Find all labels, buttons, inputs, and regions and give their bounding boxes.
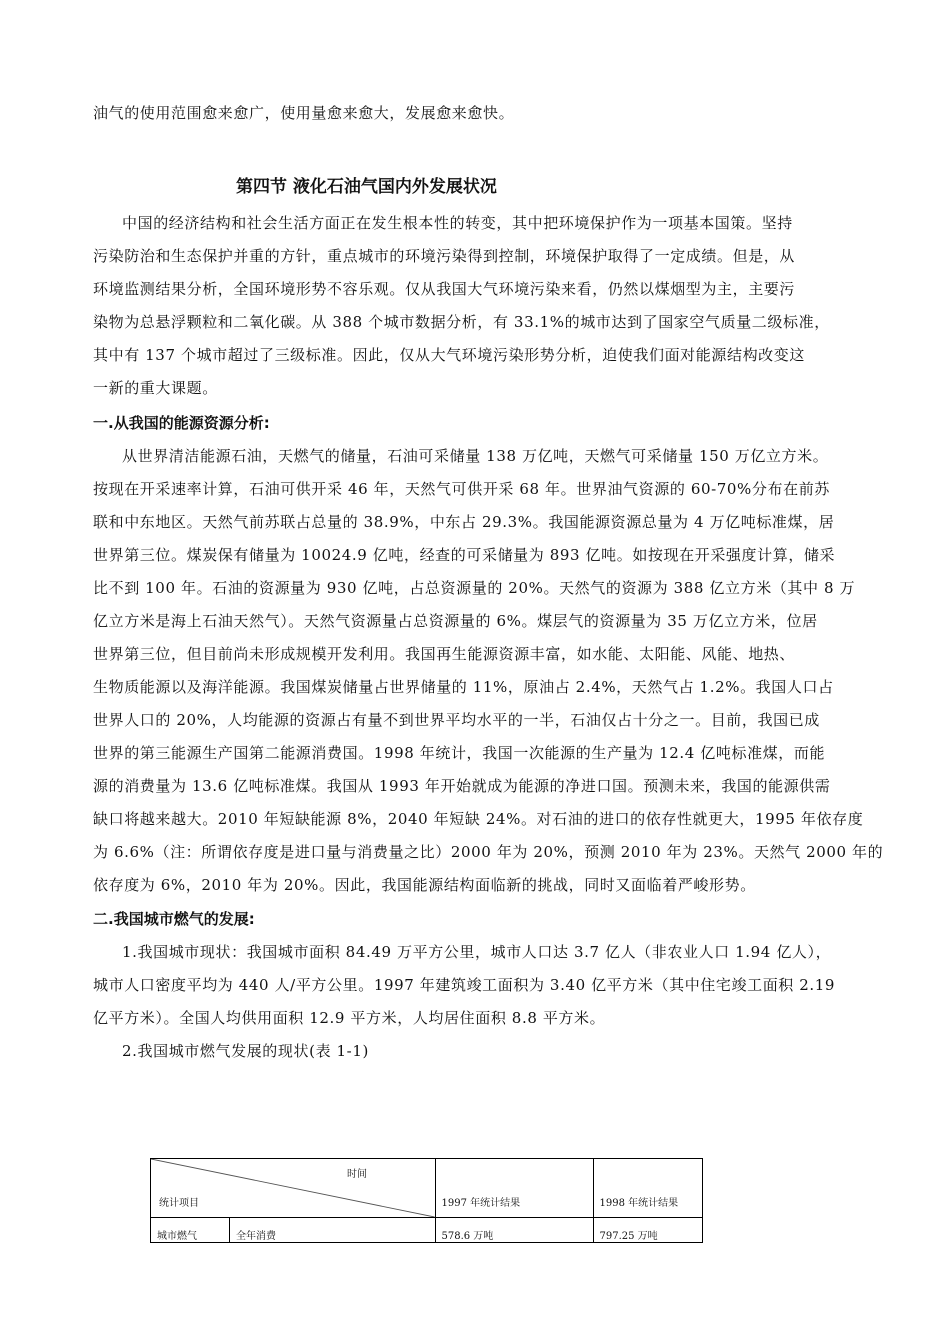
paragraph-line: 世界第三位。煤炭保有储量为 10024.9 亿吨，经查的可采储量为 893 亿吨。如按现在开采强度计算，储采 — [93, 546, 836, 564]
paragraph-line: 染物为总悬浮颗粒和二氧化碳。从 388 个城市数据分析，有 33.1%的城市达到了国家空气质量二级标准， — [93, 313, 830, 331]
paragraph-line: 为 6.6%（注：所谓依存度是进口量与消费量之比）2000 年为 20%，预测 2010 年为 23%。天然气 2000 年的 — [93, 843, 884, 861]
paragraph-line: 从世界清洁能源石油，天燃气的储量，石油可采储量 138 万亿吨，天燃气可采储量 150 万亿立方米。 — [122, 447, 829, 465]
paragraph-line: 联和中东地区。天然气前苏联占总量的 38.9%，中东占 29.3%。我国能源资源总量为 4 万亿吨标准煤，居 — [93, 513, 835, 531]
row-value-1998: 797.25 万吨 — [593, 1218, 703, 1243]
paragraph-line: 一新的重大课题。 — [93, 379, 218, 397]
paragraph-line: 亿立方米是海上石油天然气）。天然气资源量占总资源量的 6%。煤层气的资源量为 35 万亿立方米，位居 — [93, 612, 818, 630]
paragraph-line: 亿平方米）。全国人均供用面积 12.9 平方米，人均居住面积 8.8 平方米。 — [93, 1009, 606, 1027]
paragraph-line: 生物质能源以及海洋能源。我国煤炭储量占世界储量的 11%，原油占 2.4%，天然气占 1.2%。我国人口占 — [93, 678, 834, 696]
section-heading: 第四节 液化石油气国内外发展状况 — [236, 177, 497, 197]
paragraph-line: 污染防治和生态保护并重的方针，重点城市的环境污染得到控制，环境保护取得了一定成绩。但是，从 — [93, 247, 796, 265]
paragraph-line: 环境监测结果分析，全国环境形势不容乐观。仅从我国大气环境污染来看，仍然以煤烟型为主，主要污 — [93, 280, 796, 298]
row-value-1997: 578.6 万吨 — [435, 1218, 593, 1243]
paragraph-line: 中国的经济结构和社会生活方面正在发生根本性的转变，其中把环境保护作为一项基本国策。坚持 — [122, 214, 793, 232]
paragraph-line: 源的消费量为 13.6 亿吨标准煤。我国从 1993 年开始就成为能源的净进口国。预测未来，我国的能源供需 — [93, 777, 831, 795]
paragraph-line: 依存度为 6%，2010 年为 20%。因此，我国能源结构面临新的挑战，同时又面临着严峻形势。 — [93, 876, 756, 894]
subheading-city-gas: 二.我国城市燃气的发展: — [93, 910, 255, 928]
row-item: 全年消费 — [230, 1218, 436, 1243]
paragraph-line: 城市人口密度平均为 440 人/平方公里。1997 年建筑竣工面积为 3.40 亿平方米（其中住宅竣工面积 2.19 — [93, 976, 836, 994]
row-category: 城市燃气 — [151, 1218, 230, 1243]
diagonal-header-cell — [151, 1159, 436, 1218]
table-row — [151, 1218, 703, 1243]
paragraph-line: 世界人口的 20%，人均能源的资源占有量不到世界平均水平的一半，石油仅占十分之一。目前，我国已成 — [93, 711, 820, 729]
paragraph-line: 1.我国城市现状：我国城市面积 84.49 万平方公里，城市人口达 3.7 亿人（非农业人口 1.94 亿人）， — [122, 943, 832, 961]
header-time-label: 时间 — [347, 1169, 367, 1180]
paragraph-line: 缺口将越来越大。2010 年短缺能源 8%，2040 年短缺 24%。对石油的进口的依存性就更大，1995 年依存度 — [93, 810, 864, 828]
city-gas-table — [150, 1158, 703, 1243]
paragraph-line: 按现在开采速率计算，石油可供开采 46 年，天然气可供开采 68 年。世界油气资源的 60-70%分布在前苏 — [93, 480, 830, 498]
header-1998: 1998 年统计结果 — [593, 1159, 703, 1218]
paragraph-line: 世界第三位，但目前尚未形成规模开发利用。我国再生能源资源丰富，如水能、太阳能、风能、地热、 — [93, 645, 796, 663]
paragraph-line: 世界的第三能源生产国第二能源消费国。1998 年统计，我国一次能源的生产量为 12.4 亿吨标准煤，而能 — [93, 744, 826, 762]
paragraph-line: 其中有 137 个城市超过了三级标准。因此，仅从大气环境污染形势分析，迫使我们面对能源结构改变这 — [93, 346, 805, 364]
header-item-label: 统计项目 — [159, 1198, 199, 1209]
paragraph-intro-tail: 油气的使用范围愈来愈广，使用量愈来愈大，发展愈来愈快。 — [93, 104, 515, 122]
subheading-energy-resources: 一.从我国的能源资源分析: — [93, 414, 270, 432]
paragraph-line: 比不到 100 年。石油的资源量为 930 亿吨，占总资源量的 20%。天然气的资源为 388 亿立方米（其中 8 万 — [93, 579, 856, 597]
header-1997: 1997 年统计结果 — [435, 1159, 593, 1218]
table-caption: 2.我国城市燃气发展的现状(表 1-1) — [122, 1042, 369, 1060]
